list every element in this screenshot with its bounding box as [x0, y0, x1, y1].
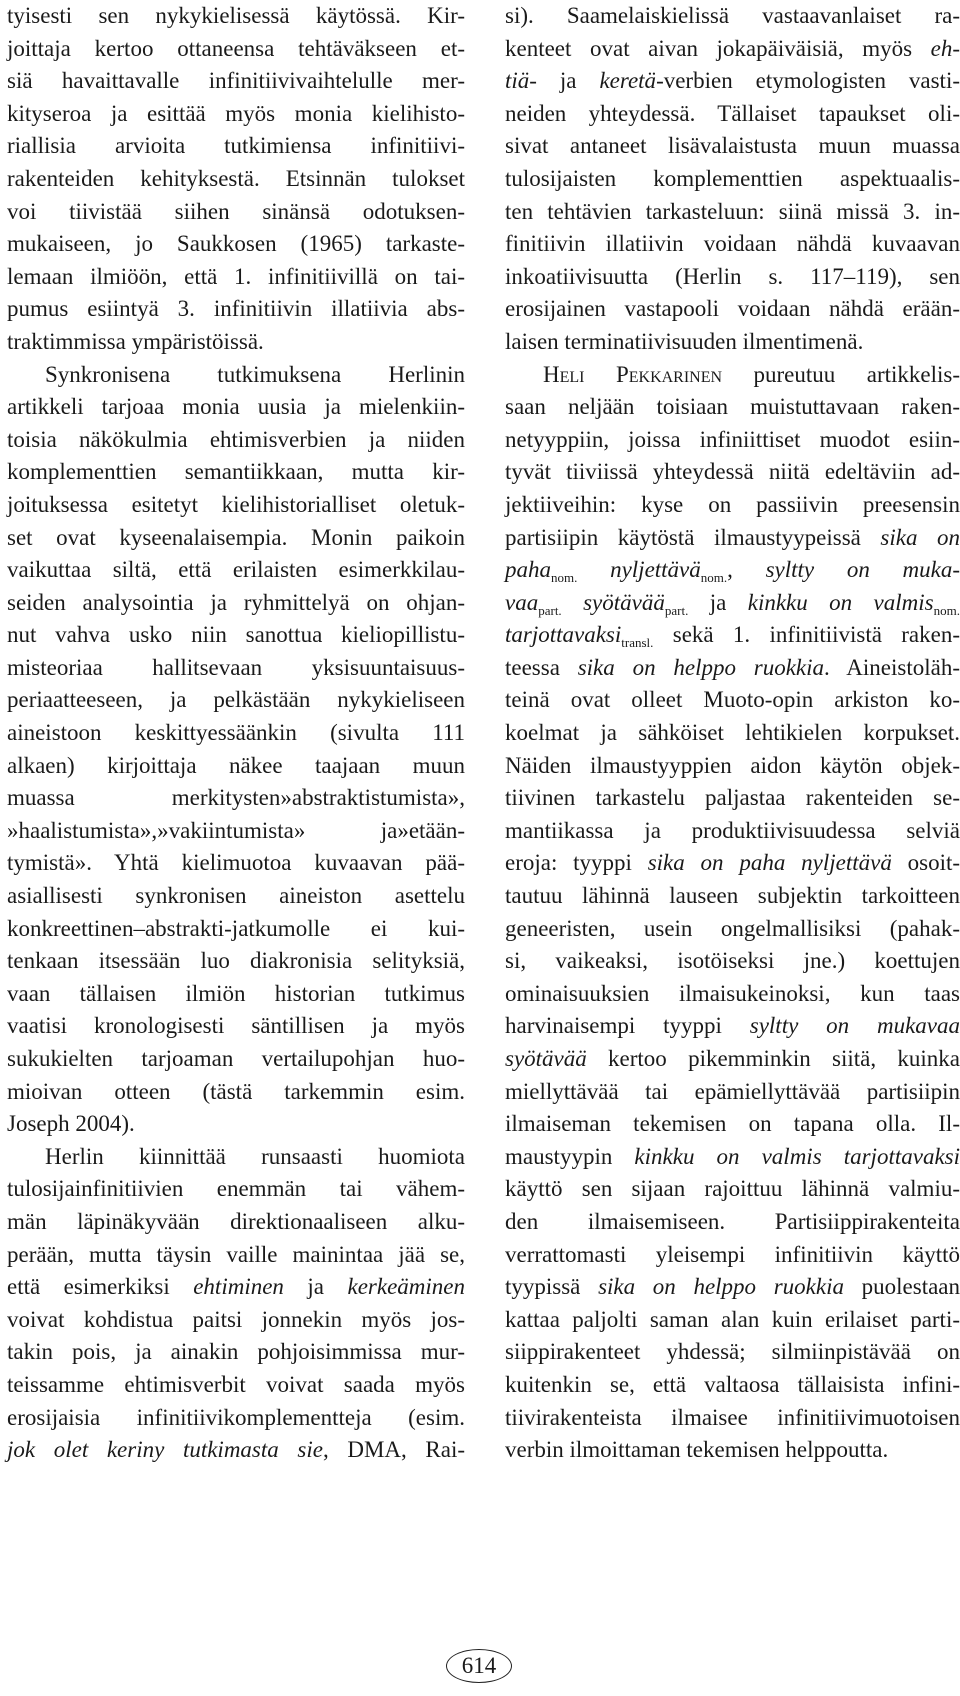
text-line: [7, 163, 465, 196]
case-subscript: nom.: [933, 602, 960, 618]
text-segment: . Aineistoläh-: [824, 654, 960, 680]
text-line: [7, 424, 465, 457]
italic-example: sika on helppo ruokkia: [577, 654, 825, 680]
text-segment: teinä ovat olleet Muoto-opin arkiston ko-: [505, 687, 960, 713]
italic-example: nyljettävä: [577, 557, 701, 583]
text-line: [505, 424, 960, 457]
text-segment: Joseph 2004).: [7, 1111, 135, 1137]
text-segment: verbin ilmoittaman tekemisen helppoutta.: [505, 1437, 889, 1463]
text-line: [7, 130, 465, 163]
text-segment: eroja: tyyppi: [505, 850, 648, 876]
text-line: [7, 652, 465, 685]
italic-example: tiä-: [505, 68, 537, 94]
text-line: [7, 1304, 465, 1337]
text-line: [7, 913, 465, 946]
text-line: [505, 261, 960, 294]
italic-example: keretä: [599, 68, 657, 94]
text-segment: sukukielten tarjoaman vertailupohjan huo-: [7, 1046, 465, 1071]
text-line: [7, 1076, 465, 1109]
text-segment: puolestaan: [843, 1274, 960, 1300]
text-line: [7, 815, 465, 848]
text-line: [505, 1141, 960, 1174]
text-line: [7, 98, 465, 131]
text-line: [7, 1434, 465, 1467]
text-segment: tiivirakenteista ilmaisee infinitiivimuotoisen: [505, 1404, 960, 1430]
text-line: [505, 326, 960, 359]
text-line: [7, 782, 465, 815]
text-segment: mioivan otteen (tästä tarkemmin esim.: [7, 1078, 465, 1104]
text-segment: misteoriaa hallitsevaan yksisuuntaisuus-: [7, 654, 465, 680]
text-line: [7, 1206, 465, 1239]
text-line: [7, 1010, 465, 1043]
text-line: [7, 978, 465, 1011]
text-segment: ten tehtävien tarkasteluun: siinä missä 3. in-: [505, 198, 960, 224]
text-segment: si). Saamelaiskielissä vastaavanlaiset ra-: [505, 3, 960, 28]
text-segment: toisia näkökulmia ehtimisverbien ja niiden: [7, 426, 465, 452]
text-line: [7, 489, 465, 522]
text-segment: lemaan ilmiöön, että 1. infinitiivillä on tai-: [7, 263, 465, 289]
text-line: [7, 359, 465, 392]
text-line: [505, 978, 960, 1011]
text-line: [505, 847, 960, 880]
text-segment: osoit-: [891, 850, 960, 876]
text-segment: den ilmaisemiseen. Partisiippirakenteita: [505, 1208, 960, 1234]
text-segment: tiivinen tarkastelu paljastaa rakenteiden se-: [505, 785, 960, 811]
text-segment: siä havaittavalle infinitiivivaihtelulle mer-: [7, 68, 465, 94]
text-line: [505, 1173, 960, 1206]
text-segment: kuitenkin se, että valtaosa tällaisista infini-: [505, 1371, 960, 1397]
text-segment: kattaa paljolti saman alan kuin erilaiset parti-: [505, 1306, 960, 1332]
text-line: [7, 554, 465, 587]
text-line: [7, 228, 465, 261]
text-line: [505, 359, 960, 392]
text-segment: alkaen) kirjoittaja näkee taajaan muun: [7, 752, 465, 778]
text-line: [505, 489, 960, 522]
text-segment: Näiden ilmaustyyppien aidon käytön objek-: [505, 752, 960, 778]
text-segment: koelmat ja sähköiset lehtikielen korpukset.: [505, 720, 960, 746]
text-line: [7, 196, 465, 229]
text-segment: voivat kohdistua paitsi jonnekin myös jos-: [7, 1306, 465, 1332]
text-line: [7, 945, 465, 978]
text-line: [7, 293, 465, 326]
text-line: [505, 684, 960, 717]
text-segment: joituksessa esitetyt kielihistorialliset oletuk-: [7, 491, 465, 517]
text-line: [505, 0, 960, 33]
text-line: [7, 750, 465, 783]
text-line: [7, 1402, 465, 1435]
text-line: [7, 880, 465, 913]
text-line: [7, 1141, 465, 1174]
text-segment: vaan tällaisen ilmiön historian tutkimus: [7, 980, 465, 1006]
text-line: [505, 1206, 960, 1239]
italic-example: syltty on mukavaa: [749, 1013, 960, 1039]
text-line: [505, 65, 960, 98]
text-line: [7, 684, 465, 717]
text-line: [505, 163, 960, 196]
text-segment: erosijaisia infinitiivikomplementteja (esim.: [7, 1404, 465, 1430]
text-segment: vaatisi kronologisesti säntillisen ja myös: [7, 1013, 465, 1039]
text-line: [505, 522, 960, 555]
text-segment: seiden analysointia ja ryhmittelyä on ohjan-: [7, 589, 465, 615]
text-line: [505, 228, 960, 261]
italic-example: paha: [505, 557, 551, 583]
text-segment: ja: [536, 68, 600, 94]
text-segment: konkreettinen–abstrakti-jatkumolle ei kui-: [7, 915, 465, 941]
text-line: [7, 522, 465, 555]
text-line: [505, 1336, 960, 1369]
text-segment: kenteet ovat aivan jokapäiväisiä, myös: [505, 35, 931, 61]
text-segment: mukaiseen, jo Saukkosen (1965) tarkaste-: [7, 231, 465, 257]
text-segment: pureutuu artikkelis-: [722, 361, 960, 387]
text-segment: pumus esiintyä 3. infinitiivin illatiivia abs-: [7, 296, 465, 322]
left-column: [7, 0, 465, 1467]
text-segment: maustyypin: [505, 1143, 635, 1169]
text-segment: kityseroa ja esittää myös monia kielihisto-: [7, 100, 465, 126]
page-number: 614: [446, 1649, 512, 1683]
text-segment: inkoatiivisuutta (Herlin s. 117–119), sen: [505, 263, 960, 289]
italic-example: syötävää: [561, 589, 665, 615]
text-segment: asiallisesti synkronisen aineiston asettelu: [7, 883, 465, 909]
text-segment: »haalistumista»,»vakiintumista» ja»etään-: [7, 817, 465, 843]
text-line: [505, 717, 960, 750]
text-segment: tyvät tiiviissä yhteydessä niitä edeltäviin ad-: [505, 459, 960, 485]
text-line: [505, 98, 960, 131]
italic-example: kinkku on valmis: [747, 589, 934, 615]
text-segment: mantiikassa ja produktiivisuudessa selviä: [505, 817, 960, 843]
text-line: [505, 1434, 960, 1467]
text-line: [505, 652, 960, 685]
text-line: [505, 293, 960, 326]
text-line: [505, 750, 960, 783]
italic-example: eh-: [930, 35, 960, 61]
text-line: [505, 815, 960, 848]
text-segment: perään, mutta täysin vaille mainintaa jää se,: [7, 1241, 465, 1267]
text-line: [505, 391, 960, 424]
text-line: [505, 619, 960, 652]
text-line: [7, 1108, 465, 1141]
text-segment: si, vaikeaksi, isotöiseksi jne.) koettujen: [505, 948, 960, 974]
text-segment: neiden yhteydessä. Tällaiset tapaukset oli-: [505, 100, 960, 126]
text-line: [7, 1043, 465, 1076]
text-segment: joittaja kertoo ottaneensa tehtäväkseen et-: [7, 35, 465, 61]
text-line: [505, 1076, 960, 1109]
text-line: [505, 130, 960, 163]
italic-example: tarjottavaksi: [505, 622, 622, 648]
text-segment: Synkronisena tutkimuksena Herlinin: [45, 361, 465, 387]
text-line: [505, 587, 960, 620]
text-segment: takin pois, ja ainakin pohjoisimmissa mur-: [7, 1339, 465, 1365]
text-segment: -verbien etymologisten vasti-: [656, 68, 960, 94]
text-line: [505, 1239, 960, 1272]
text-segment: käyttö sen sijaan rajoittuu lähinnä valmiu-: [505, 1176, 960, 1202]
text-segment: Heli Pekkarinen: [543, 361, 723, 387]
text-segment: miellyttävää tai epämiellyttävää partisiipin: [505, 1078, 960, 1104]
text-segment: Herlin kiinnittää runsaasti huomiota: [45, 1143, 465, 1169]
text-line: [7, 619, 465, 652]
italic-example: jok olet keriny tutkimasta sie: [7, 1437, 323, 1463]
italic-example: kerkeäminen: [347, 1274, 465, 1300]
italic-example: kinkku on valmis tarjottavaksi: [634, 1143, 960, 1169]
text-segment: komplementtien semantiikkaan, mutta kir-: [7, 459, 465, 485]
text-segment: voi tiivistää siihen sinänsä odotuksen-: [7, 198, 465, 224]
text-segment: geneeristen, usein ongelmallisiksi (pahak-: [505, 915, 960, 941]
text-segment: tautuu lähinnä lauseen subjektin tarkoitteen: [505, 883, 960, 909]
text-segment: tyypissä: [505, 1274, 599, 1300]
text-segment: ilmaiseman tekemisen on tapana olla. Il-: [505, 1111, 960, 1137]
text-line: [505, 913, 960, 946]
text-segment: tulosijainfinitiivien enemmän tai vähem-: [7, 1176, 465, 1202]
text-line: [505, 554, 960, 587]
text-line: [505, 945, 960, 978]
text-line: [505, 1108, 960, 1141]
text-segment: siippirakenteet yhdessä; silmiinpistävää on: [505, 1339, 960, 1365]
text-line: [7, 261, 465, 294]
text-line: [505, 782, 960, 815]
text-line: [7, 326, 465, 359]
italic-example: sika on helppo ruokkia: [598, 1274, 844, 1300]
text-segment: vaikuttaa siltä, että erilaisten esimerkkilau-: [7, 557, 465, 583]
text-line: [505, 1271, 960, 1304]
text-line: [7, 1271, 465, 1304]
text-line: [505, 1304, 960, 1337]
text-segment: tulosijaisten komplementtien aspektuaalis-: [505, 165, 960, 191]
text-line: [505, 880, 960, 913]
text-line: [505, 456, 960, 489]
case-subscript: nom.: [551, 570, 578, 586]
text-line: [505, 1402, 960, 1435]
text-line: [7, 33, 465, 66]
text-line: [7, 717, 465, 750]
text-line: [505, 1043, 960, 1076]
italic-example: sika on: [880, 524, 960, 550]
text-line: [7, 1336, 465, 1369]
case-subscript: part.: [538, 602, 562, 618]
text-line: [7, 1173, 465, 1206]
italic-example: syltty on muka-: [765, 557, 960, 583]
italic-example: syötävää: [505, 1046, 587, 1071]
text-segment: erosijainen vastapooli voidaan nähdä erään-: [505, 296, 960, 322]
text-segment: ominaisuuksien ilmaisukeinoksi, kun taas: [505, 980, 960, 1006]
text-segment: tenkaan itsessään luo diakronisia selityksiä,: [7, 948, 465, 974]
text-segment: harvinaisempi tyyppi: [505, 1013, 750, 1039]
text-segment: set ovat kyseenalaisempia. Monin paikoin: [7, 524, 465, 550]
text-segment: rakenteiden kehityksestä. Etsinnän tulokset: [7, 165, 465, 191]
case-subscript: part.: [664, 602, 689, 618]
text-segment: tyisesti sen nykykielisessä käytössä. Kir-: [7, 3, 465, 28]
text-segment: finitiivin illatiivin voidaan nähdä kuvaavan: [505, 231, 960, 257]
text-segment: nut vahva usko niin sanottua kieliopillistu-: [7, 622, 465, 648]
text-segment: ,: [727, 557, 766, 583]
text-segment: netyyppiin, joissa infiniittiset muodot esiin-: [505, 426, 960, 452]
text-line: [7, 1369, 465, 1402]
text-segment: teissamme ehtimisverbit voivat saada myös: [7, 1371, 465, 1397]
text-segment: sivat antaneet lisävalaistusta muun muassa: [505, 133, 960, 159]
text-segment: kertoo pikemminkin siitä, kuinka: [586, 1046, 960, 1071]
right-column: [505, 0, 960, 1467]
text-segment: ja: [283, 1274, 348, 1300]
text-segment: , DMA, Rai-: [322, 1437, 465, 1463]
text-segment: jektiiveihin: kyse on passiivin preesensin: [505, 491, 960, 517]
text-segment: tymistä». Yhtä kielimuotoa kuvaavan pää-: [7, 850, 465, 876]
italic-example: ehtiminen: [193, 1274, 284, 1300]
case-subscript: nom.: [700, 570, 728, 586]
text-segment: muassa merkitysten»abstraktistumista»,: [7, 785, 465, 811]
text-segment: että esimerkiksi: [7, 1274, 194, 1300]
text-segment: artikkeli tarjoaa monia uusia ja mielenkiin-: [7, 394, 465, 420]
text-segment: sekä 1. infinitiivistä raken-: [653, 622, 960, 648]
text-segment: verrattomasti yleisempi infinitiivin käyttö: [505, 1241, 960, 1267]
text-segment: saan neljään toisiaan muistuttavaan raken-: [505, 394, 960, 420]
text-line: [505, 1369, 960, 1402]
italic-example: vaa: [505, 589, 539, 615]
text-segment: laisen terminatiivisuuden ilmentimenä.: [505, 328, 864, 354]
text-line: [7, 65, 465, 98]
text-line: [7, 1239, 465, 1272]
text-line: [505, 196, 960, 229]
text-line: [7, 847, 465, 880]
text-segment: periaatteeseen, ja pelkästään nykykieliseen: [7, 687, 465, 713]
text-segment: män läpinäkyvään direktionaaliseen alku-: [7, 1208, 465, 1234]
text-line: [505, 1010, 960, 1043]
text-line: [7, 587, 465, 620]
case-subscript: transl.: [621, 635, 654, 651]
text-segment: partisiipin käytöstä ilmaustyypeissä: [505, 524, 881, 550]
text-line: [7, 391, 465, 424]
text-line: [7, 456, 465, 489]
text-segment: riallisia arvioita tutkimiensa infinitiivi-: [7, 133, 465, 159]
text-line: [505, 33, 960, 66]
italic-example: sika on paha nyljettävä: [647, 850, 892, 876]
text-segment: ja: [688, 589, 748, 615]
text-segment: teessa: [505, 654, 578, 680]
text-line: [7, 0, 465, 33]
text-segment: aineistoon keskittyessäänkin (sivulta 111: [7, 720, 465, 746]
text-segment: traktimmissa ympäristöissä.: [7, 328, 264, 354]
